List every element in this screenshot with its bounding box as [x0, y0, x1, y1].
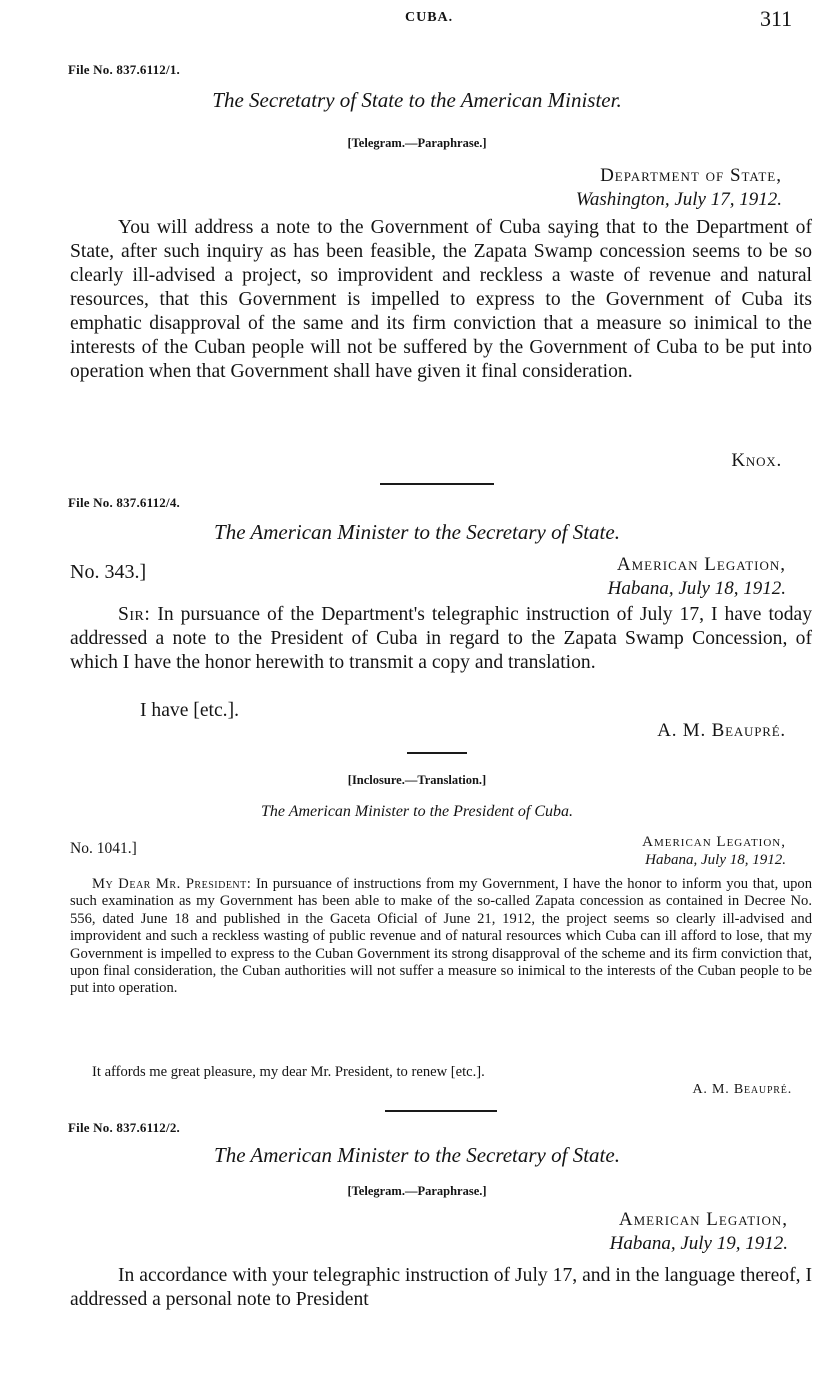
- sender-address: [610, 1208, 788, 1256]
- dispatch-number: No. 343.]: [70, 561, 147, 583]
- address-line-2: Washington, July 17, 1912.: [575, 189, 782, 210]
- body-text: In pursuance of instructions from my Government, I have the honor to inform you that, upon such examination as my Government has been able to make of the so-called Zapata concession as contained in Decree No. 556, dated June 18 and published in the Gaceta Oficial of June 21, 1912, the project seems so clearly ill-advised and improvident and such a reckless wasting of public revenue and of natural resources which Cuba can ill afford to lose, that my Government is impelled to express to the Cuban Government its strong disapproval of the scheme and its firm conviction that, upon final consideration, the Cuban authorities will not suffer a measure so inimical to the interests of the Cuban people to be put into operation.: [70, 876, 813, 997]
- file-number: File No. 837.6112/2.: [68, 1120, 180, 1135]
- sender-address: [642, 833, 786, 869]
- address-line-1: Department of State,: [600, 165, 782, 186]
- document-type-note: [Inclosure.—Translation.]: [347, 773, 487, 787]
- address-line-2: Habana, July 18, 1912.: [607, 578, 786, 599]
- document-heading: The American Minister to the Secretary of State.: [214, 1143, 620, 1167]
- document-heading: The American Minister to the Secretary of State.: [214, 520, 620, 544]
- running-title: CUBA.: [405, 10, 454, 25]
- body-text: In pursuance of the Department's telegraphic instruction of July 17, I have today addressed a note to the President of Cuba in regard to the Zapata Swamp Concession, of which I have the honor herewith to transmit a copy and translation.: [70, 604, 813, 673]
- file-number: File No. 837.6112/4.: [68, 495, 180, 510]
- sender-address: [608, 553, 786, 601]
- salutation: Sir:: [118, 604, 151, 625]
- document-heading: The American Minister to the President of Cuba.: [261, 803, 573, 820]
- address-line-2: Habana, July 18, 1912.: [645, 852, 786, 868]
- page-number: 311: [760, 6, 793, 31]
- section-divider: [380, 483, 494, 485]
- section-divider: [385, 1110, 497, 1112]
- document-body: You will address a note to the Government of Cuba saying that to the Department of State, after such inquiry as has been feasible, the Zapata Swamp concession seems to be so clearly ill-advised a project, so improvident and reckless a waste of revenue and natural resources, that this Government is impelled to express to the Government of Cuba its emphatic disapproval of the same and its firm conviction that a measure so inimical to the interests of the Cuban people will not be suffered by the Government of Cuba to be put into operation when that Government shall have given it final consideration.: [70, 217, 812, 382]
- file-number: File No. 837.6112/1.: [68, 62, 180, 77]
- address-line-2: Habana, July 19, 1912.: [609, 1233, 788, 1254]
- document-heading: The Secretatry of State to the American Minister.: [212, 88, 622, 112]
- page-header: [0, 6, 834, 32]
- signature: A. M. Beaupré.: [692, 1082, 792, 1097]
- dispatch-number: No. 1041.]: [70, 840, 137, 857]
- signature: Knox.: [731, 450, 782, 471]
- letter-body: [70, 876, 812, 998]
- closing: It affords me great pleasure, my dear Mr. President, to renew [etc.].: [92, 1064, 485, 1080]
- closing: I have [etc.].: [140, 700, 239, 721]
- document-body: In accordance with your telegraphic instruction of July 17, and in the language thereof, I addressed a personal note to President: [70, 1265, 812, 1310]
- signature: A. M. Beaupré.: [657, 720, 786, 741]
- section-divider: [407, 752, 467, 754]
- salutation: My Dear Mr. President:: [92, 876, 252, 892]
- document-body: [70, 603, 812, 675]
- address-line-1: American Legation,: [616, 554, 786, 575]
- sender-address: [576, 164, 782, 212]
- address-line-1: American Legation,: [642, 834, 786, 850]
- address-line-1: American Legation,: [618, 1209, 788, 1230]
- document-type-note: [Telegram.—Paraphrase.]: [347, 136, 487, 150]
- document-type-note: [Telegram.—Paraphrase.]: [347, 1184, 487, 1198]
